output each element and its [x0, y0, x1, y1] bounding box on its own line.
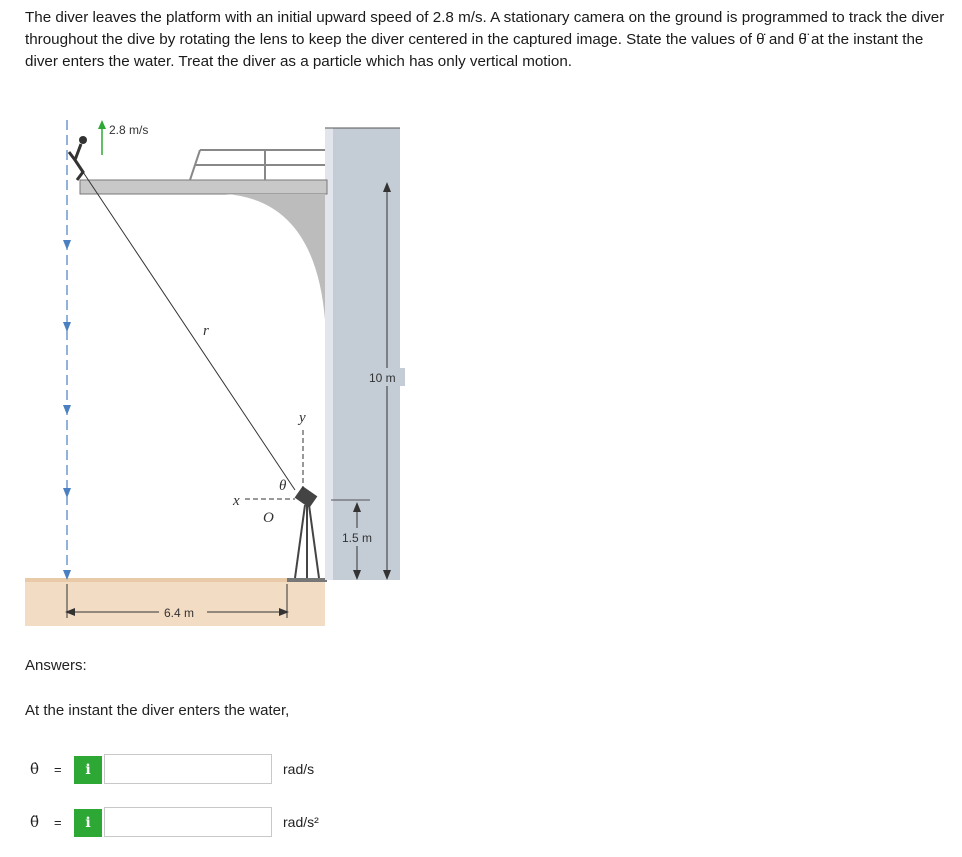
- platform-deck: [80, 180, 327, 194]
- info-icon[interactable]: i: [74, 809, 102, 837]
- ground-line: [287, 578, 327, 582]
- theta-label: θ: [279, 478, 287, 494]
- theta-ddot-input[interactable]: [104, 807, 272, 837]
- diagram-svg: [25, 100, 405, 630]
- platform-support: [225, 194, 325, 320]
- theta-dot-unit: rad/s: [283, 761, 315, 777]
- height-label: 10 m: [369, 371, 396, 385]
- diver-figure: [25, 100, 405, 630]
- water-edge: [25, 578, 287, 582]
- camera-height-label: 1.5 m: [342, 531, 373, 545]
- distance-label: 6.4 m: [164, 606, 195, 620]
- theta-ddot-symbol: θ̈: [30, 813, 40, 831]
- equals-sign: =: [54, 762, 62, 777]
- theta-ddot-unit: rad/s²: [283, 814, 319, 830]
- camera-icon: [295, 486, 319, 578]
- answer-row-theta-dot: [30, 753, 450, 787]
- question-text: The diver leaves the platform with an initial upward speed of 2.8 m/s. A stationary camera on the ground is programmed to track the diver throughout the dive by rotating the lens to keep the diver centered in the captured image. State the values of θ̇ and θ̈ at the instant the diver enters the water. Treat the diver as a particle which has only vertical motion.: [25, 9, 945, 70]
- origin-label: O: [263, 510, 274, 526]
- tower-highlight: [325, 128, 333, 580]
- instant-text: At the instant the diver enters the water,: [25, 702, 290, 719]
- theta-dot-symbol: θ̇: [30, 760, 40, 778]
- answer-row-theta-ddot: [30, 806, 450, 840]
- equals-sign: =: [54, 815, 62, 830]
- info-icon[interactable]: i: [74, 756, 102, 784]
- speed-label: 2.8 m/s: [109, 123, 149, 137]
- y-label: y: [299, 410, 306, 426]
- r-line: [83, 172, 295, 490]
- speed-arrow-head: [98, 120, 106, 129]
- x-label: x: [233, 493, 240, 509]
- platform-railing: [190, 150, 325, 180]
- answers-label: Answers:: [25, 657, 87, 674]
- theta-dot-input[interactable]: [104, 754, 272, 784]
- tower-wall: [325, 128, 400, 580]
- r-label: r: [203, 323, 209, 339]
